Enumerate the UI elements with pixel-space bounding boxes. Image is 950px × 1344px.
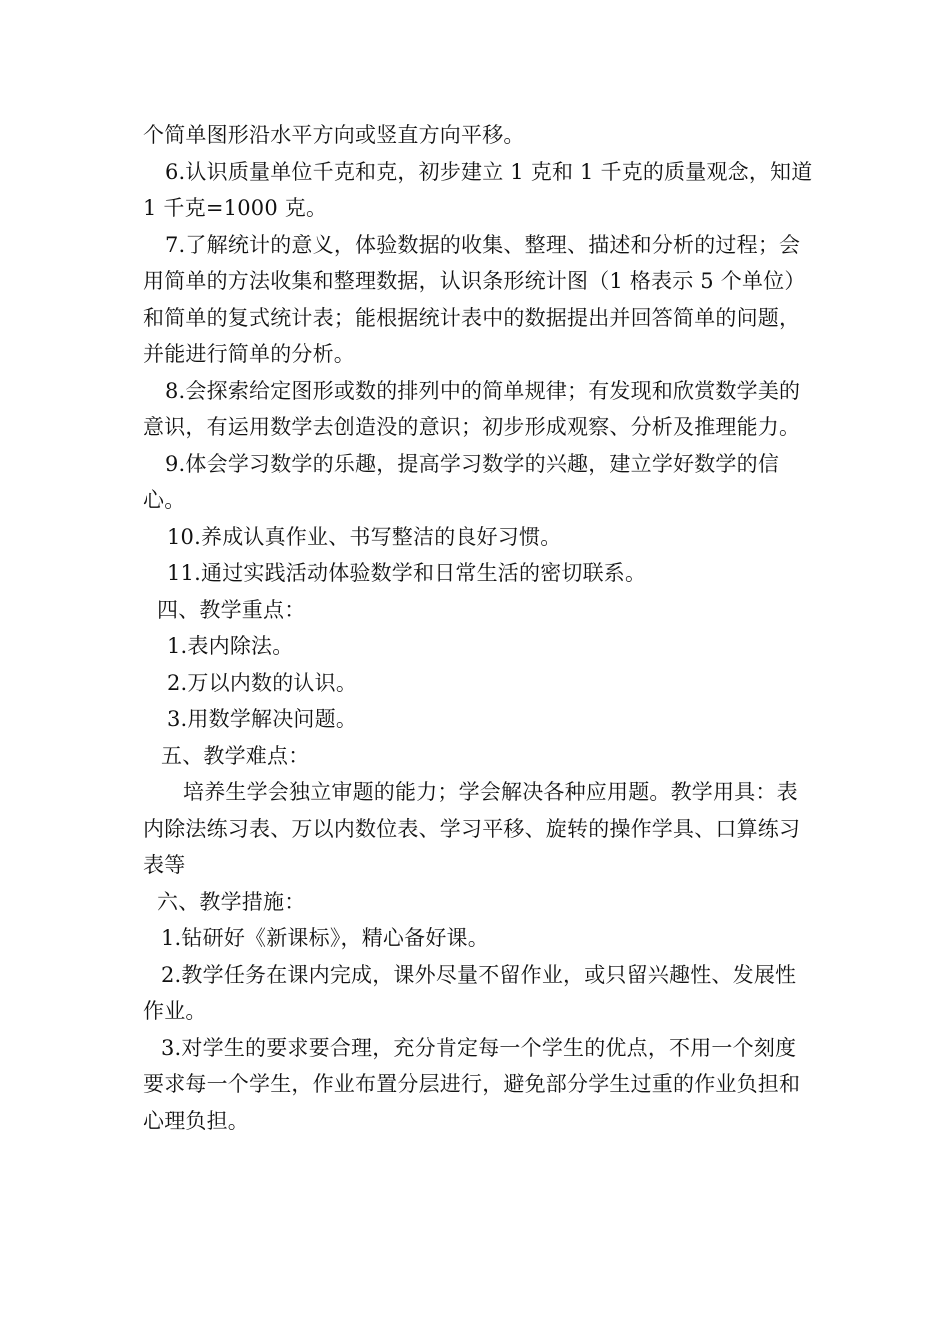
objective-item-9: 9.体会学习数学的乐趣，提高学习数学的兴趣，建立学好数学的信心。: [143, 451, 780, 512]
key-point-item-3: 3.用数学解决问题。: [167, 707, 358, 731]
measure-item-1: 1.钻研好《新课标》，精心备好课。: [161, 926, 489, 950]
objective-item-8: 8.会探索给定图形或数的排列中的简单规律；有发现和欣赏数学美的意识，有运用数学去创造没的意识；初步形成观察、分析及推理能力。: [143, 378, 801, 439]
key-point-item-2: 2.万以内数的认识。: [167, 670, 358, 695]
difficulty-paragraph: 培养生学会独立审题的能力；学会解决各种应用题。教学用具：表内除法练习表、万以内数位表、学习平移、旋转的操作学具、口算练习表等: [143, 780, 801, 877]
document-body: [143, 117, 815, 1139]
measure-item-3: 3.对学生的要求要合理，充分肯定每一个学生的优点，不用一个刻度要求每一个学生，作业布置分层进行，避免部分学生过重的作业负担和心理负担。: [143, 1035, 801, 1133]
key-point-item-1: 1.表内除法。: [167, 634, 294, 658]
objective-item-10: 10.养成认真作业、书写整洁的良好习惯。: [167, 524, 562, 549]
section-heading-measures: 六、教学措施：: [157, 889, 306, 914]
objective-item-7: 7.了解统计的意义，体验数据的收集、整理、描述和分析的过程；会用简单的方法收集和整理数据，认识条形统计图（1 格表示 5 个单位）和简单的复式统计表；能根据统计表中的数据提出并回答简单的问题，并能进行简单的分析。: [143, 232, 806, 366]
measure-item-2: 2.教学任务在课内完成，课外尽量不留作业，或只留兴趣性、发展性作业。: [143, 962, 797, 1023]
objective-item-6: 6.认识质量单位千克和克，初步建立 1 克和 1 千克的质量观念，知道 1 千克=1000 克。: [143, 159, 813, 220]
paragraph-continuation: 个简单图形沿水平方向或竖直方向平移。: [143, 123, 525, 147]
section-heading-key-points: 四、教学重点：: [157, 597, 306, 622]
objective-item-11: 11.通过实践活动体验数学和日常生活的密切联系。: [167, 561, 647, 585]
section-heading-difficulties: 五、教学难点：: [161, 743, 310, 768]
